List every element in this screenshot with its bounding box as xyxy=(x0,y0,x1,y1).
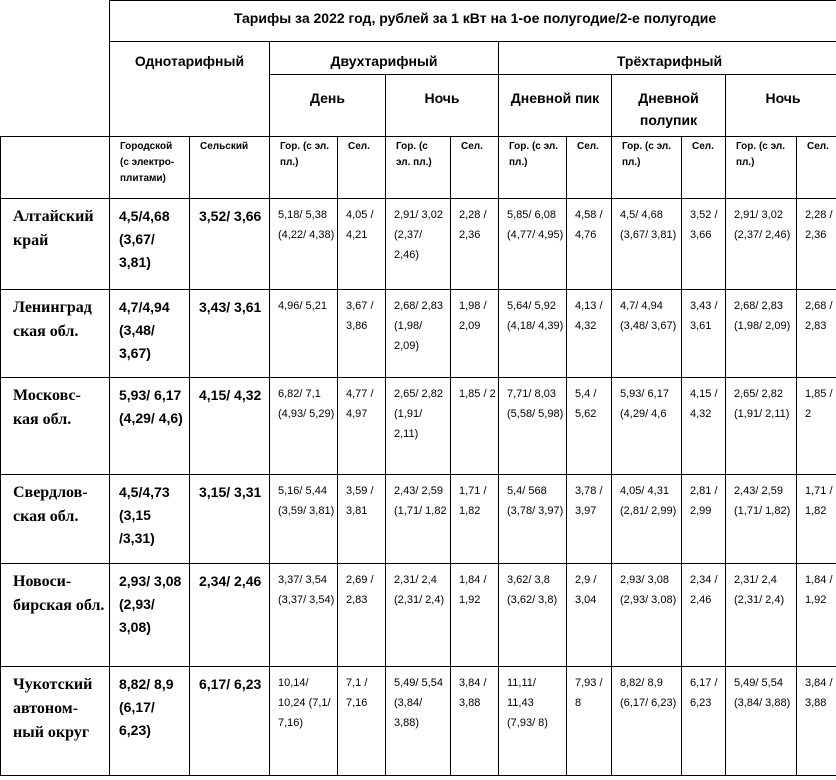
day-rural-value: 2,69 / 2,83 xyxy=(338,564,386,667)
night3-rural-value: 2,68 / 2,83 xyxy=(797,290,836,378)
semipeak-city-value: 8,82/ 8,9 (6,17/ 6,23) xyxy=(612,667,682,776)
peak-rural-value: 2,9 / 3,04 xyxy=(567,564,612,667)
night-city-value: 2,65/ 2,82 (1,91/ 2,11) xyxy=(386,378,451,475)
night3-rural-value: 3,84 / 3,88 xyxy=(797,667,836,776)
day-rural-value: 3,67 / 3,86 xyxy=(338,290,386,378)
semipeak-rural-value: 2,81 / 2,99 xyxy=(682,475,726,564)
night-city-value: 5,49/ 5,54 (3,84/ 3,88) xyxy=(386,667,451,776)
col-header-night-rural: Сел. xyxy=(451,137,499,199)
night-city-value: 2,91/ 3,02 (2,37/ 2,46) xyxy=(386,199,451,290)
night3-city-value: 5,49/ 5,54 (3,84/ 3,88) xyxy=(726,667,797,776)
day-city-value: 6,82/ 7,1 (4,93/ 5,29) xyxy=(270,378,338,475)
region-name: Алтайский край xyxy=(1,199,110,290)
day-rural-value: 4,05 / 4,21 xyxy=(338,199,386,290)
table-row xyxy=(1,667,836,776)
region-name: Чукотский автоном- ный округ xyxy=(1,667,110,776)
col-header-single-rural: Сельский xyxy=(190,137,270,199)
night-rural-value: 1,85 / 2 xyxy=(451,378,499,475)
peak-city-value: 5,4/ 568 (3,78/ 3,97) xyxy=(499,475,567,564)
peak-city-value: 5,64/ 5,92 (4,18/ 4,39) xyxy=(499,290,567,378)
day-city-value: 3,37/ 3,54 (3,37/ 3,54) xyxy=(270,564,338,667)
night-city-value: 2,68/ 2,83 (1,98/ 2,09) xyxy=(386,290,451,378)
semipeak-rural-value: 6,17 / 6,23 xyxy=(682,667,726,776)
peak-rural-value: 7,93 / 8 xyxy=(567,667,612,776)
night3-rural-value: 2,28 / 2,36 xyxy=(797,199,836,290)
peak-rural-value: 4,58 / 4,76 xyxy=(567,199,612,290)
day-city-value: 5,18/ 5,38 (4,22/ 4,38) xyxy=(270,199,338,290)
semipeak-city-value: 4,5/ 4,68 (3,67/ 3,81) xyxy=(612,199,682,290)
col-header-day-city: Гор. (с эл. пл.) xyxy=(270,137,338,199)
region-header-cell xyxy=(1,137,110,199)
peak-rural-value: 5,4 / 5,62 xyxy=(567,378,612,475)
night-rural-value: 2,28 / 2,36 xyxy=(451,199,499,290)
region-name: Свердлов- ская обл. xyxy=(1,475,110,564)
col-header-single-city: Городской (с электро-плитами) xyxy=(110,137,190,199)
peak-rural-value: 3,78 / 3,97 xyxy=(567,475,612,564)
subgroup-night-3: Ночь xyxy=(726,75,836,137)
night3-rural-value: 1,71 / 1,82 xyxy=(797,475,836,564)
day-city-value: 10,14/ 10,24 (7,1/ 7,16) xyxy=(270,667,338,776)
night3-rural-value: 1,84 / 1,92 xyxy=(797,564,836,667)
col-header-semipeak-rural: Сел. xyxy=(682,137,726,199)
semipeak-rural-value: 2,34 / 2,46 xyxy=(682,564,726,667)
night3-rural-value: 1,85 / 2 xyxy=(797,378,836,475)
peak-city-value: 7,71/ 8,03 (5,58/ 5,98) xyxy=(499,378,567,475)
single-city-value: 4,5/4,73 (3,15 /3,31) xyxy=(110,475,190,564)
day-rural-value: 3,59 / 3,81 xyxy=(338,475,386,564)
table-row xyxy=(1,564,836,667)
night-city-value: 2,43/ 2,59 (1,71/ 1,82 xyxy=(386,475,451,564)
peak-rural-value: 4,13 / 4,32 xyxy=(567,290,612,378)
single-city-value: 4,7/4,94 (3,48/ 3,67) xyxy=(110,290,190,378)
col-header-semipeak-city: Гор. (с эл. пл.) xyxy=(612,137,682,199)
region-name: Московс- кая обл. xyxy=(1,378,110,475)
col-header-peak-city: Гор. (с эл. пл.) xyxy=(499,137,567,199)
table-row xyxy=(1,290,836,378)
semipeak-city-value: 4,7/ 4,94 (3,48/ 3,67) xyxy=(612,290,682,378)
table-row xyxy=(1,378,836,475)
semipeak-rural-value: 3,43 / 3,61 xyxy=(682,290,726,378)
night-city-value: 2,31/ 2,4 (2,31/ 2,4) xyxy=(386,564,451,667)
table-row xyxy=(1,199,836,290)
region-name: Ленинград ская обл. xyxy=(1,290,110,378)
single-city-value: 5,93/ 6,17 (4,29/ 4,6) xyxy=(110,378,190,475)
day-rural-value: 4,77 / 4,97 xyxy=(338,378,386,475)
peak-city-value: 11,11/ 11,43 (7,93/ 8) xyxy=(499,667,567,776)
single-rural-value: 3,43/ 3,61 xyxy=(190,290,270,378)
subgroup-night: Ночь xyxy=(386,75,499,137)
semipeak-city-value: 4,05/ 4,31 (2,81/ 2,99) xyxy=(612,475,682,564)
col-header-peak-rural: Сел. xyxy=(567,137,612,199)
subgroup-peak: Дневной пик xyxy=(499,75,612,137)
night-rural-value: 1,84 / 1,92 xyxy=(451,564,499,667)
group-triple-tariff: Трёхтарифный xyxy=(499,42,836,75)
single-rural-value: 3,52/ 3,66 xyxy=(190,199,270,290)
single-rural-value: 4,15/ 4,32 xyxy=(190,378,270,475)
night-rural-value: 3,84 / 3,88 xyxy=(451,667,499,776)
day-city-value: 4,96/ 5,21 xyxy=(270,290,338,378)
single-city-value: 4,5/4,68 (3,67/ 3,81) xyxy=(110,199,190,290)
corner-cell xyxy=(1,1,110,137)
subgroup-semipeak: Дневной полупик xyxy=(612,75,726,137)
group-dual-tariff: Двухтарифный xyxy=(270,42,499,75)
night3-city-value: 2,65/ 2,82 (1,91/ 2,11) xyxy=(726,378,797,475)
semipeak-city-value: 2,93/ 3,08 (2,93/ 3,08) xyxy=(612,564,682,667)
single-city-value: 2,93/ 3,08 (2,93/ 3,08) xyxy=(110,564,190,667)
table-title: Тарифы за 2022 год, рублей за 1 кВт на 1-ое полугодие/2-е полугодие xyxy=(110,1,836,42)
semipeak-rural-value: 3,52 / 3,66 xyxy=(682,199,726,290)
peak-city-value: 3,62/ 3,8 (3,62/ 3,8) xyxy=(499,564,567,667)
subgroup-day: День xyxy=(270,75,386,137)
col-header-night-city: Гор. (с эл. пл.) xyxy=(386,137,451,199)
single-city-value: 8,82/ 8,9 (6,17/ 6,23) xyxy=(110,667,190,776)
semipeak-city-value: 5,93/ 6,17 (4,29/ 4,6 xyxy=(612,378,682,475)
single-rural-value: 2,34/ 2,46 xyxy=(190,564,270,667)
semipeak-rural-value: 4,15 / 4,32 xyxy=(682,378,726,475)
day-rural-value: 7,1 / 7,16 xyxy=(338,667,386,776)
col-header-night3-rural: Сел. xyxy=(797,137,836,199)
night3-city-value: 2,43/ 2,59 (1,71/ 1,82) xyxy=(726,475,797,564)
night-rural-value: 1,71 / 1,82 xyxy=(451,475,499,564)
col-header-day-rural: Сел. xyxy=(338,137,386,199)
table-row xyxy=(1,475,836,564)
day-city-value: 5,16/ 5,44 (3,59/ 3,81) xyxy=(270,475,338,564)
night3-city-value: 2,68/ 2,83 (1,98/ 2,09) xyxy=(726,290,797,378)
region-name: Новоси- бирская обл. xyxy=(1,564,110,667)
peak-city-value: 5,85/ 6,08 (4,77/ 4,95) xyxy=(499,199,567,290)
col-header-night3-city: Гор. (с эл. пл.) xyxy=(726,137,797,199)
single-rural-value: 6,17/ 6,23 xyxy=(190,667,270,776)
night3-city-value: 2,91/ 3,02 (2,37/ 2,46) xyxy=(726,199,797,290)
single-rural-value: 3,15/ 3,31 xyxy=(190,475,270,564)
night3-city-value: 2,31/ 2,4 (2,31/ 2,4) xyxy=(726,564,797,667)
group-single-tariff: Однотарифный xyxy=(110,42,270,137)
night-rural-value: 1,98 / 2,09 xyxy=(451,290,499,378)
